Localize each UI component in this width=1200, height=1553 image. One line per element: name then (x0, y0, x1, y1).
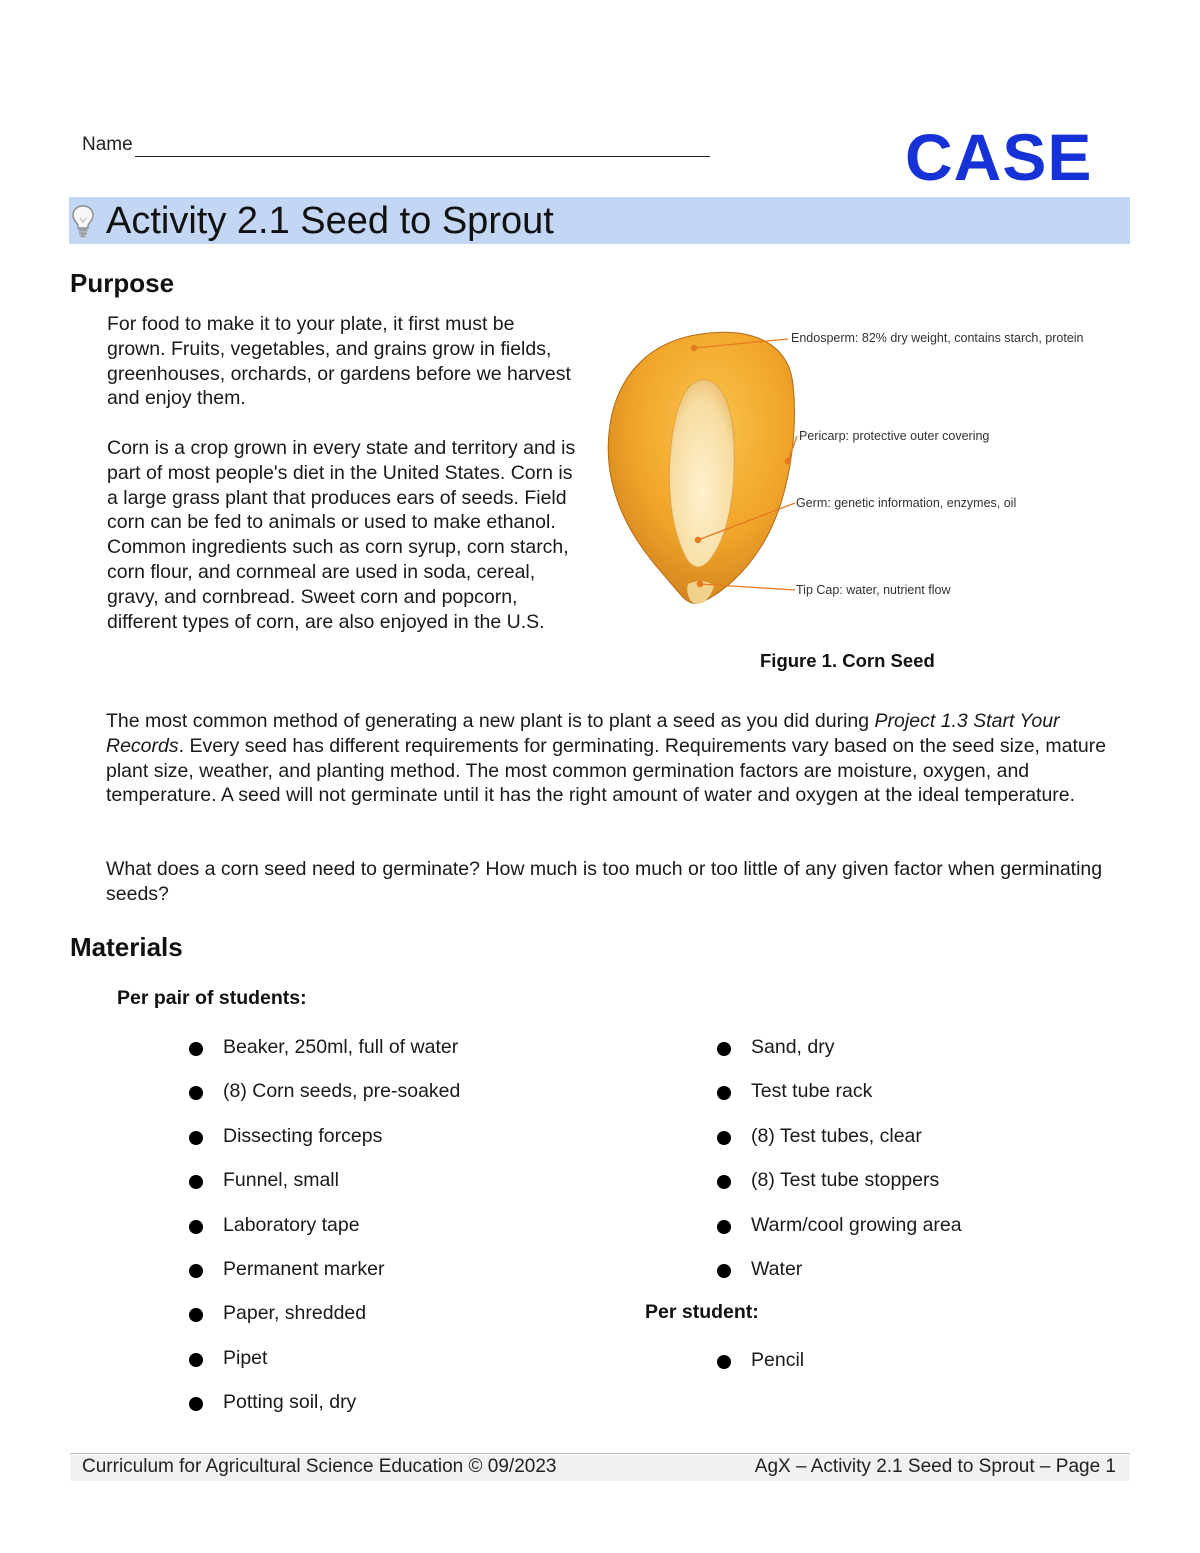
label-germ: Germ: genetic information, enzymes, oil (796, 496, 1017, 510)
label-endosperm: Endosperm: 82% dry weight, contains starch, protein (791, 331, 1084, 345)
lightbulb-icon (71, 204, 95, 238)
paragraph-3-text-b: . Every seed has different requirements for germinating. Requirements vary based on the seed size, mature plant size, weather, and planting method. The most common germination factors are moisture, oxygen, and temperature. A seed will not germinate until it has the right amount of water and oxygen at the ideal temperature. (106, 734, 1107, 807)
bullet-icon (717, 1355, 731, 1369)
figure-caption: Figure 1. Corn Seed (760, 650, 935, 671)
label-pericarp: Pericarp: protective outer covering (799, 429, 990, 443)
purpose-paragraph-1: For food to make it to your plate, it first must be grown. Fruits, vegetables, and grains grow in fields, greenhouses, orchards, or gardens before we harvest and enjoy them. (107, 313, 571, 410)
bullet-icon (717, 1131, 731, 1145)
case-logo: CASE (905, 120, 1093, 194)
per-pair-label: Per pair of students: (117, 987, 307, 1009)
footer-divider (70, 1453, 1130, 1454)
bullet-icon (717, 1264, 731, 1278)
bullet-icon (189, 1131, 203, 1145)
bullet-icon (717, 1175, 731, 1189)
page-title: Activity 2.1 Seed to Sprout (106, 200, 554, 242)
project-reference: Project 1.3 Start Your Records (106, 710, 1060, 757)
bullet-icon (717, 1086, 731, 1100)
purpose-paragraph-3 (106, 709, 1121, 808)
bullet-icon (189, 1397, 203, 1411)
bullet-icon (189, 1220, 203, 1234)
name-input-line[interactable] (135, 156, 710, 157)
footer-page-info: AgX – Activity 2.1 Seed to Sprout – Page 1 (754, 1456, 1116, 1477)
bullet-icon (189, 1264, 203, 1278)
corn-seed-figure (600, 322, 1120, 622)
bullet-icon (717, 1042, 731, 1056)
bullet-icon (189, 1353, 203, 1367)
bullet-icon (189, 1042, 203, 1056)
name-label: Name (82, 134, 133, 155)
bullet-icon (189, 1308, 203, 1322)
per-student-label: Per student: (645, 1301, 759, 1323)
label-tipcap: Tip Cap: water, nutrient flow (796, 583, 951, 597)
paragraph-3-text-a: The most common method of generating a new plant is to plant a seed as you did during (106, 710, 875, 732)
bullet-icon (189, 1175, 203, 1189)
bullet-icon (189, 1086, 203, 1100)
purpose-heading: Purpose (70, 268, 175, 298)
purpose-paragraph-2: Corn is a crop grown in every state and territory and is part of most people's diet in the United States. Corn is a large grass plant that produces ears of seeds. Field corn can be fed to animals or used to make ethanol. Common ingredients such as corn syrup, corn starch, corn flour, and cornmeal are used in soda, cereal, gravy, and cornbread. Sweet corn and popcorn, different types of corn, are also enjoyed in the U.S. (107, 437, 576, 633)
purpose-paragraph-4: What does a corn seed need to germinate? How much is too much or too little of any given factor when germinating seeds? (106, 858, 1103, 905)
materials-heading: Materials (70, 932, 183, 962)
bullet-icon (717, 1220, 731, 1234)
footer-copyright: Curriculum for Agricultural Science Education © 09/2023 (82, 1456, 557, 1477)
